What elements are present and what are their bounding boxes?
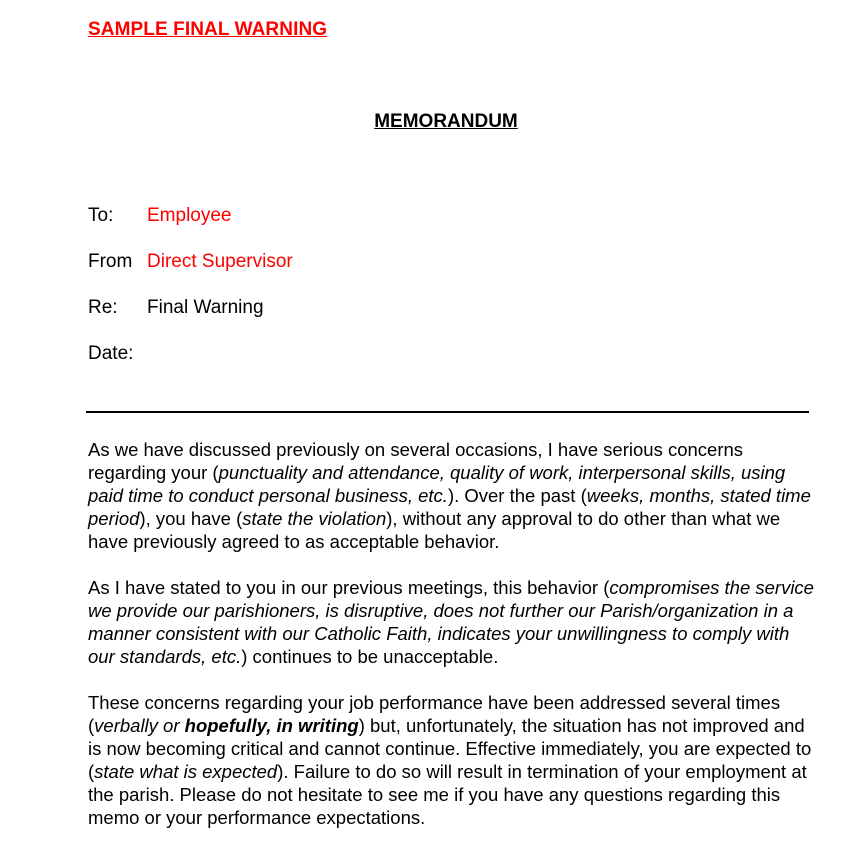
sample-title: SAMPLE FINAL WARNING: [88, 19, 328, 40]
paragraph-1-placeholder-violation: state the violation: [242, 508, 387, 529]
paragraph-2-placeholder-impact: compromises the service we provide our parishioners, is disruptive, does not further our Parish/organization in a manner consistent with our Catholic Faith, indicates your unwillingness to comply with our standards, etc.: [88, 577, 814, 667]
re-field: [88, 296, 293, 342]
paragraph-behavior: [88, 576, 818, 668]
memo-body: [88, 438, 818, 852]
paragraph-1-text-4: ), without any approval to do other than what we have previously agreed to as acceptable behavior.: [88, 508, 781, 552]
from-label: From: [88, 251, 133, 272]
from-value: Direct Supervisor: [147, 251, 293, 272]
paragraph-1-text-3: ), you have (: [139, 508, 243, 529]
re-label: Re:: [88, 297, 118, 318]
date-field: [88, 342, 293, 388]
paragraph-1-text-2: ). Over the past (: [447, 485, 587, 506]
header-divider: [86, 411, 809, 413]
paragraph-3-text-2: ) but, unfortunately, the situation has not improved and is now becoming critical and cannot continue. Effective immediately, you are expected to (: [88, 715, 812, 782]
to-field: [88, 204, 293, 250]
to-value: Employee: [147, 205, 232, 226]
paragraph-3-text-3: ). Failure to do so will result in termination of your employment at the parish. Please do not hesitate to see me if you have any questions regarding this memo or your performance expectations.: [88, 761, 807, 828]
re-value: Final Warning: [147, 297, 264, 318]
paragraph-3-placeholder-verbally: verbally or: [94, 715, 185, 736]
from-field: [88, 250, 293, 296]
paragraph-concerns: [88, 438, 818, 553]
paragraph-3-placeholder-expected: state what is expected: [94, 761, 278, 782]
paragraph-2-text-1: As I have stated to you in our previous meetings, this behavior (: [88, 577, 610, 598]
date-label: Date:: [88, 343, 134, 364]
memo-heading: MEMORANDUM: [374, 111, 518, 132]
paragraph-expectations: [88, 691, 818, 829]
to-label: To:: [88, 205, 114, 226]
memo-header-fields: [88, 204, 293, 388]
paragraph-1-placeholder-concerns: punctuality and attendance, quality of work, interpersonal skills, using paid time to conduct personal business, etc.: [88, 462, 786, 506]
paragraph-1-placeholder-period: weeks, months, stated time period: [88, 485, 811, 529]
paragraph-2-text-2: ) continues to be unacceptable.: [241, 646, 499, 667]
paragraph-1-text-1: As we have discussed previously on several occasions, I have serious concerns regarding your (: [88, 439, 744, 483]
paragraph-3-placeholder-writing: hopefully, in writing: [184, 715, 359, 736]
paragraph-3-text-1: These concerns regarding your job performance have been addressed several times (: [88, 692, 781, 736]
